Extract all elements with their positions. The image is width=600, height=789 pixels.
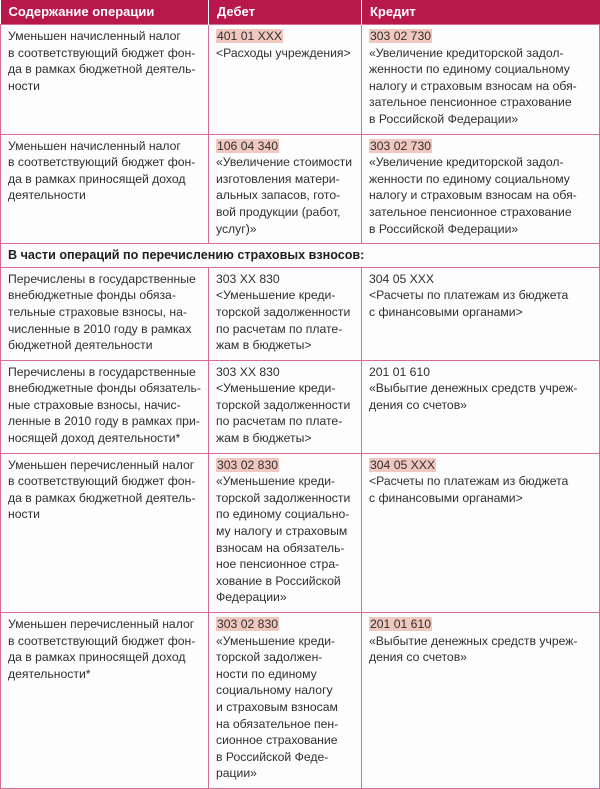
credit-account-cell [362,360,600,453]
operation-description-line: Уменьшен начисленный налог [8,138,181,153]
operation-description-line: да в рамках бюджетной деятель- [8,490,196,505]
operation-description-line: Перечислены в государственные [8,271,196,286]
operation-description-cell [1,25,209,135]
debit-account-code: 106 04 340 [217,138,278,153]
credit-account-name-line: с финансовыми органами> [369,304,523,319]
operation-description-line: да в рамках бюджетной деятель- [8,62,196,77]
credit-code-line [369,616,593,633]
table-row [1,613,600,789]
table-row [1,453,600,612]
section-title: В части операций по перечислению страховых взносов: [1,244,600,268]
debit-account-name-line: торской задолженности [216,304,351,319]
operation-description-cell [1,453,209,612]
operation-description-line: носящей доход деятельности* [8,431,181,446]
debit-account-name-line: услуг)» [216,221,257,236]
table-row [1,360,600,453]
table-header-row [1,0,600,25]
operation-description-cell [1,134,209,244]
operation-description-line: да в рамках приносящей доход [8,171,186,186]
credit-account-name-line: женности по единому социальному [369,171,570,186]
debit-account-cell [209,134,362,244]
operation-description-line: в соответствующий бюджет фон- [8,474,196,489]
credit-account-name-line: «Выбытие денежных средств учреж- [369,633,578,648]
credit-account-cell [362,453,600,612]
credit-account-code: 304 05 XXX [369,271,435,286]
debit-account-name-line: Федерации» [216,590,287,605]
credit-account-cell [362,613,600,789]
debit-account-cell [209,267,362,360]
debit-account-name-line: жам в бюджеты> [216,431,312,446]
operation-description-cell [1,267,209,360]
debit-account-name-line: вой продукции (работ, [216,204,341,219]
debit-account-name-line: взносам на обязатель- [216,540,345,555]
credit-account-name-line: с финансовыми органами> [369,490,523,505]
operation-description-line: Уменьшен перечисленный налог [8,617,195,631]
operation-description-line: внебюджетные фонды обяза- [8,288,176,303]
credit-account-cell [362,134,600,244]
operation-description-line: ности [8,78,40,93]
table-row [1,25,600,135]
debit-account-name-line: по единому социально- [216,507,350,522]
debit-account-name-line: <Расходы учреждения> [216,45,351,60]
debit-account-name-line: в Российской Феде- [216,749,329,764]
credit-account-name-line: дения со счетов» [369,397,467,412]
debit-account-name-line: изготовления матери- [216,171,340,186]
operation-description-line: численные в 2010 году в рамках [8,321,192,336]
credit-account-name-line: зательное пенсионное страхование [369,204,572,219]
debit-account-code: 303 02 830 [217,457,278,472]
credit-account-name-line: «Увеличение кредиторской задол- [369,45,564,60]
section-row [1,244,600,268]
credit-account-name-line: налогу и страховым взносам на обя- [369,188,577,203]
operation-description-cell [1,613,209,789]
credit-account-code: 201 01 610 [370,617,431,631]
debit-account-name-line: жам в бюджеты> [216,338,312,353]
debit-account-name-line: рации» [216,766,257,781]
debit-account-name-line: по расчетам по плате- [216,321,343,336]
credit-code-line [369,271,593,288]
operation-description-line: в соответствующий бюджет фон- [8,633,196,648]
debit-account-name-line: торской задолженности [216,397,351,412]
credit-account-name-line: зательное пенсионное страхование [369,95,572,110]
credit-account-name-line: в Российской Федерации» [369,111,519,126]
debit-account-cell [209,613,362,789]
debit-account-name-line: му налогу и страховым [216,524,348,539]
debit-account-name-line: ности по единому [216,666,317,681]
debit-account-cell [209,360,362,453]
operation-description-line: да в рамках приносящей доход [8,650,186,665]
operation-description-cell [1,360,209,453]
operation-description-line: ленные в 2010 году в рамках при- [8,414,200,429]
debit-account-code: 303 XX 830 [216,364,280,379]
debit-code-line [216,28,355,45]
operation-description-line: Уменьшен перечисленный налог [8,457,195,472]
debit-account-code: 401 01 XXX [217,29,283,43]
debit-account-name-line: альных запасов, гото- [216,188,341,203]
debit-code-line [216,271,355,288]
debit-account-name-line: торской задолженности [216,490,351,505]
table-body-transfers [1,267,600,788]
debit-account-code: 303 XX 830 [216,271,280,286]
debit-account-name-line: «Уменьшение креди- [216,474,336,489]
credit-account-name-line: «Выбытие денежных средств учреж- [369,381,578,396]
debit-account-cell [209,453,362,612]
operation-description-line: бюджетной деятельности [8,338,153,353]
credit-account-cell [362,25,600,135]
debit-code-line [216,616,355,633]
debit-account-name-line: и страховым взносам [216,699,338,714]
operation-description-line: в соответствующий бюджет фон- [8,45,196,60]
credit-account-code: 303 02 730 [370,29,431,43]
debit-code-line [216,364,355,381]
operation-description-line: ные страховые взносы, начис- [8,397,181,412]
debit-account-name-line: «Уменьшение креди- [216,633,336,648]
operation-description-line: Перечислены в государственные [8,364,196,379]
operation-description-line: внебюджетные фонды обязатель- [8,381,201,396]
debit-code-line [216,457,355,474]
operation-description-line: деятельности [8,188,86,203]
credit-account-name-line: «Увеличение кредиторской задол- [369,155,564,170]
operation-description-line: в соответствующий бюджет фон- [8,155,196,170]
credit-code-line [369,138,593,155]
debit-account-name-line: <Уменьшение креди- [216,288,336,303]
credit-account-code: 303 02 730 [370,138,431,153]
credit-account-name-line: дения со счетов» [369,650,467,665]
debit-account-code: 303 02 830 [217,617,278,631]
table-row [1,134,600,244]
credit-account-name-line: женности по единому социальному [369,62,570,77]
debit-account-name-line: торской задолжен- [216,650,323,665]
credit-code-line [369,28,593,45]
credit-account-name-line: <Расчеты по платежам из бюджета [369,474,569,489]
table-section [1,244,600,268]
column-header-debit: Дебет [209,0,362,25]
debit-account-name-line: по расчетам по плате- [216,414,343,429]
table-row [1,267,600,360]
credit-account-code: 304 05 XXX [370,457,436,472]
debit-code-line [216,138,355,155]
debit-account-name-line: ное пенсионное стра- [216,557,340,572]
operation-description-line: деятельности* [8,666,91,681]
credit-account-code: 201 01 610 [369,364,430,379]
table-body-accruals [1,25,600,244]
debit-account-name-line: сионное страхование [216,733,338,748]
credit-code-line [369,457,593,474]
debit-account-cell [209,25,362,135]
credit-code-line [369,364,593,381]
debit-account-name-line: «Увеличение стоимости [216,155,353,170]
debit-account-name-line: социальному налогу [216,683,333,698]
debit-account-name-line: на обязательное пен- [216,716,339,731]
operation-description-line: тельные страховые взносы, на- [8,304,187,319]
debit-account-name-line: <Уменьшение креди- [216,381,336,396]
credit-account-name-line: в Российской Федерации» [369,221,519,236]
credit-account-name-line: налогу и страховым взносам на обя- [369,78,577,93]
operation-description-line: Уменьшен начисленный налог [8,29,181,43]
operation-description-line: ности [8,507,40,522]
credit-account-name-line: <Расчеты по платежам из бюджета [369,288,569,303]
column-header-operation: Содержание операции [1,0,209,25]
credit-account-cell [362,267,600,360]
debit-account-name-line: хование в Российской [216,573,341,588]
column-header-credit: Кредит [362,0,600,25]
